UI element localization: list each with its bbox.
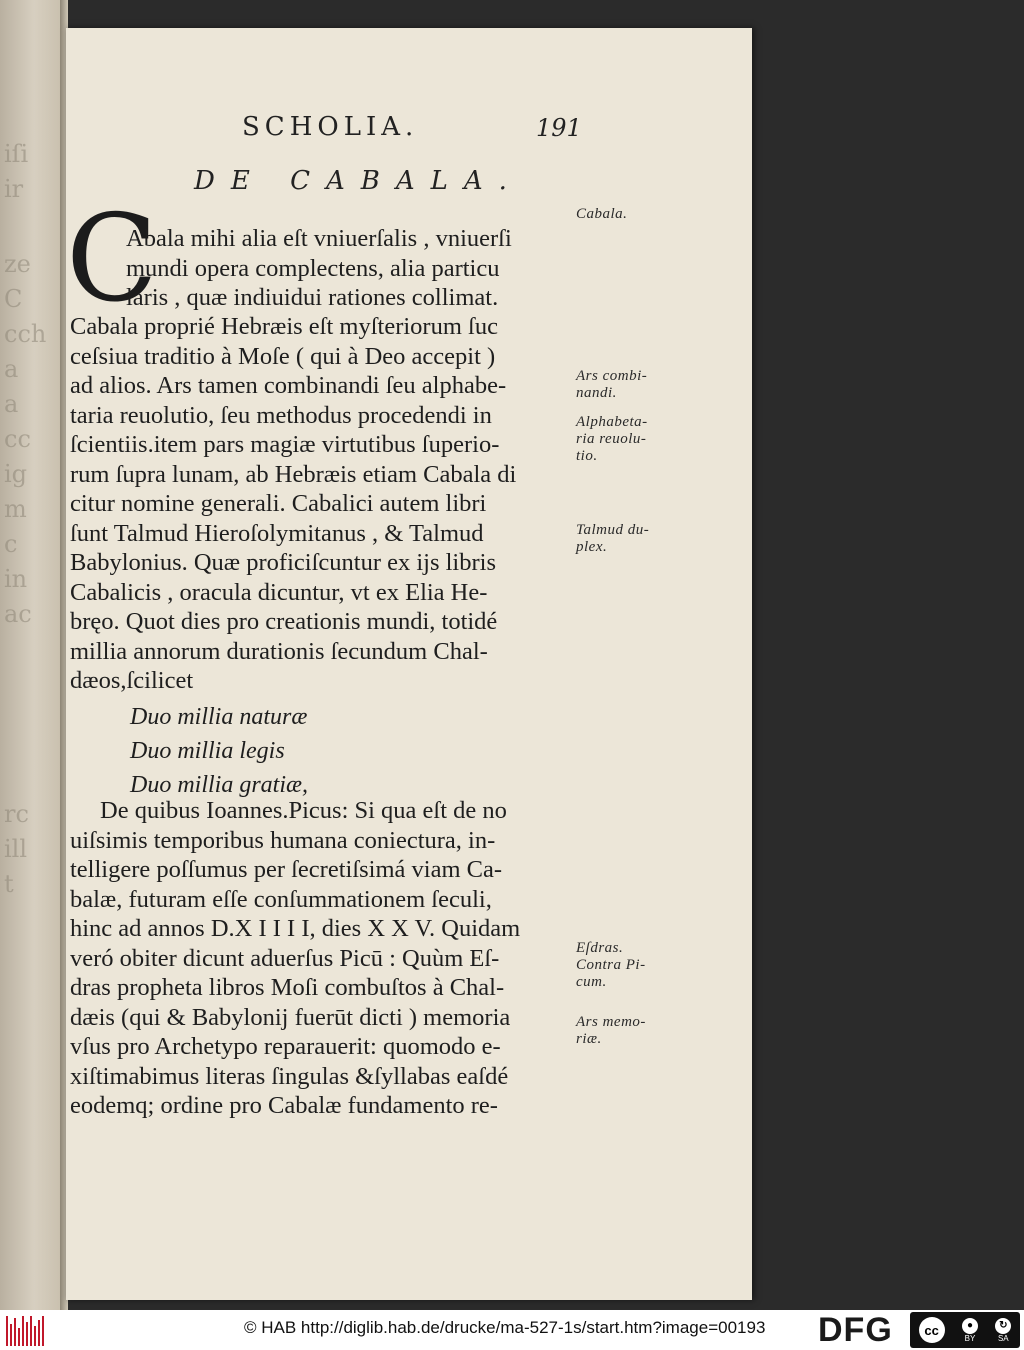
text-line: ſunt Talmud Hieroſolymitanus , & Talmud: [70, 519, 484, 547]
text-line: citur nomine generali. Cabalici autem libri: [70, 490, 487, 517]
text-line: millia annorum durationis ſecundum Chal-: [70, 637, 488, 665]
text-line: dæis (qui & Babylonij fuerūt dicti ) memoria: [70, 1003, 511, 1031]
ghost-text: in: [4, 565, 28, 593]
margin-note-cabala: [576, 206, 627, 223]
margin-note-ars-memoriae: [576, 1014, 646, 1048]
verse-line: Duo millia legis: [130, 738, 285, 764]
text-line: balæ, futuram eſſe conſummationem ſeculi,: [70, 885, 492, 913]
margin-note-line: Contra Pi-: [576, 957, 646, 973]
margin-note-line: Talmud du-: [576, 522, 650, 538]
text-line: Abala mihi alia eſt vniuerſalis , vniuerſi: [126, 225, 512, 252]
ghost-text: ze: [4, 250, 31, 278]
drop-cap: C: [66, 190, 158, 329]
text-line: xiſtimabimus literas ſingulas &ſyllabas eaſdé: [70, 1062, 509, 1090]
text-line: taria reuolutio, ſeu methodus procedendi in: [70, 401, 492, 429]
sa-label: SA: [997, 1333, 1009, 1343]
text-line: hinc ad annos D.X I I I I, dies X X V. Quidam: [70, 915, 521, 942]
text-line: ſcientiis.item pars magiæ virtutibus ſuperio-: [70, 431, 500, 458]
verse-line: Duo millia naturæ: [130, 704, 308, 730]
text-line: Cabala proprié Hebræis eſt myſteriorum ſuc: [70, 313, 498, 340]
text-line: vſus pro Archetypo reparauerit: quomodo e-: [70, 1033, 501, 1060]
verse-block: [130, 700, 308, 802]
ghost-text: iſi: [4, 140, 29, 168]
sa-icon: ↻ SA: [995, 1318, 1011, 1343]
verse-line: Duo millia gratiæ,: [130, 772, 309, 798]
text-line: bręo. Quot dies pro creationis mundi, totidé: [70, 608, 498, 635]
text-line: dæos,ſcilicet: [70, 667, 194, 694]
ghost-text: ir: [4, 175, 24, 203]
ghost-text: a: [4, 390, 19, 418]
text-line: De quibus Ioannes.Picus: Si qua eſt de no: [100, 797, 507, 824]
second-paragraph: [70, 796, 570, 1121]
ghost-text: C: [4, 285, 23, 313]
ghost-text: c: [4, 530, 18, 558]
ghost-text: ac: [4, 600, 32, 628]
ghost-text: m: [4, 495, 27, 523]
text-line: Cabalicis , oracula dicuntur, vt ex Elia He-: [70, 578, 488, 606]
dfg-logo: DFG: [818, 1311, 893, 1349]
margin-note-ars-combinandi: [576, 368, 647, 402]
margin-note-line: cum.: [576, 974, 607, 990]
opening-lines: [126, 224, 626, 313]
cc-icon: cc: [919, 1317, 945, 1343]
margin-note-talmud: [576, 522, 649, 556]
text-line: ad alios. Ars tamen combinandi ſeu alphabe-: [70, 372, 507, 399]
margin-note-line: tio.: [576, 448, 598, 464]
ghost-text: cch: [4, 320, 47, 348]
margin-note-line: Cabala.: [576, 206, 628, 222]
running-head: SCHOLIA.: [242, 112, 419, 142]
margin-note-esdras: [576, 940, 646, 991]
text-line: eodemq; ordine pro Cabalæ fundamento re-: [70, 1092, 498, 1119]
margin-note-line: riæ.: [576, 1031, 602, 1047]
text-line: veró obiter dicunt aduerſus Picū : Quùm Eſ-: [70, 944, 500, 972]
text-line: ceſsiua traditio à Moſe ( qui à Deo accepit ): [70, 342, 496, 370]
margin-note-line: Ars memo-: [576, 1014, 646, 1030]
section-title: DE CABALA.: [194, 166, 523, 196]
cc-license-badge[interactable]: [910, 1312, 1020, 1348]
margin-note-line: plex.: [576, 539, 608, 555]
hab-barcode-icon: [6, 1314, 46, 1346]
text-line: laris , quæ indiuidui rationes collimat.: [126, 284, 499, 311]
book-page: [66, 28, 752, 1300]
source-link[interactable]: © HAB http://diglib.hab.de/drucke/ma-527-1s/start.htm?image=00193: [244, 1318, 766, 1337]
margin-note-line: ria reuolu-: [576, 431, 647, 447]
ghost-text: t: [4, 870, 14, 898]
text-line: dras propheta libros Moſi combuſtos à Chal-: [70, 974, 505, 1001]
ghost-text: cc: [4, 425, 31, 453]
margin-note-line: nandi.: [576, 385, 617, 401]
ghost-text: rc: [4, 800, 29, 828]
by-icon: ● BY: [962, 1318, 978, 1343]
text-line: telligere poſſumus per ſecretiſsimá viam Ca-: [70, 856, 503, 883]
margin-note-line: Eſdras.: [576, 940, 624, 956]
text-line: Babylonius. Quæ proficiſcuntur ex ijs libris: [70, 549, 496, 576]
page-number: 191: [536, 114, 582, 142]
text-line: rum ſupra lunam, ab Hebræis etiam Cabala di: [70, 460, 517, 488]
text-line: mundi opera complectens, alia particu: [126, 254, 500, 282]
ghost-text: ill: [4, 835, 28, 863]
ghost-text: a: [4, 355, 19, 383]
ghost-text: ig: [4, 460, 28, 488]
by-label: BY: [964, 1333, 976, 1343]
margin-note-alphabetaria: [576, 414, 648, 465]
margin-note-line: Ars combi-: [576, 368, 648, 384]
previous-page-edge: [0, 0, 62, 1310]
margin-note-line: Alphabeta-: [576, 414, 648, 430]
text-line: uiſsimis temporibus humana coniectura, in-: [70, 826, 496, 854]
body-paragraph: [70, 312, 570, 696]
